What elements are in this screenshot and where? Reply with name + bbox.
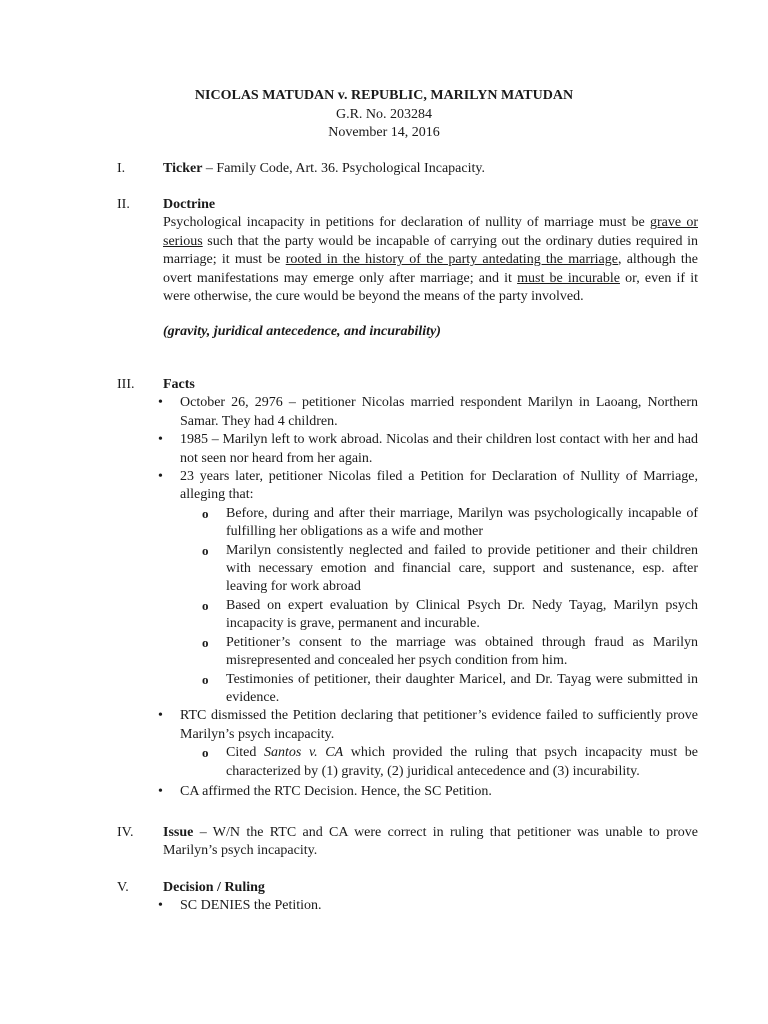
case-header	[0, 87, 768, 143]
sub-list-item: o Petitioner’s consent to the marriage was obtained through fraud as Marilyn misrepresented and concealed her psych condition from him.	[202, 634, 698, 669]
list-item: • 23 years later, petitioner Nicolas filed a Petition for Declaration of Nullity of Marriage, alleging that: o Before, during and after their marriage, Marilyn was psychologically incapable of fulfilling her obligations as a wife and mother o Marilyn consistently neglected and failed to provide petitioner and their children with necessary emotion and financial care, support and sustenance, esp. after leaving for work abroad o Based on expert evaluation by Clinical Psych Dr. Nedy Tayag, Marilyn psych incapacity is grave, permanent and incurable. o Petitioner’s consent to the marriage was obtained through fraud as Marilyn misrepresented and concealed her psych condition from him. o Testimonies of petitioner, their daughter Maricel, and Dr. Tayag were submitted in evidence.	[163, 468, 698, 707]
list-item: • SC DENIES the Petition.	[163, 897, 698, 915]
bullet-icon: •	[158, 395, 163, 411]
sub-bullet-icon: o	[202, 634, 209, 650]
decision-date: November 14, 2016	[328, 125, 440, 141]
list-item: • RTC dismissed the Petition declaring that petitioner’s evidence failed to sufficiently prove Marilyn’s psych incapacity. o Cited Santos v. CA which provided the ruling that psych incapacity must be characterized by (1) gravity, (2) juridical antecedence and (3) incurability.	[163, 707, 698, 781]
section-number: I.	[117, 161, 126, 176]
decision-heading: Decision / Ruling	[163, 880, 265, 895]
sub-list-item: o Marilyn consistently neglected and failed to provide petitioner and their children with necessary emotion and financial care, support and sustenance, esp. after leaving for work abroad	[202, 542, 698, 595]
list-item: • October 26, 2976 – petitioner Nicolas married respondent Marilyn in Laoang, Northern Samar. They had 4 children.	[158, 395, 698, 429]
bullet-icon: •	[158, 469, 163, 485]
bullet-icon: •	[158, 432, 163, 448]
sub-list	[180, 744, 698, 781]
decision-list	[158, 897, 698, 915]
bullet-icon: •	[158, 783, 163, 799]
sub-list-item: o Based on expert evaluation by Clinical Psych Dr. Nedy Tayag, Marilyn psych incapacity is grave, permanent and incurable.	[202, 597, 698, 632]
issue-label: Issue	[163, 825, 194, 840]
sub-list-item: o Testimonies of petitioner, their daughter Maricel, and Dr. Tayag were submitted in evidence.	[202, 671, 698, 705]
bullet-icon: •	[158, 898, 163, 914]
sub-list	[180, 505, 698, 707]
list-item: • CA affirmed the RTC Decision. Hence, the SC Petition.	[163, 783, 698, 801]
sub-bullet-icon: o	[202, 671, 209, 687]
sub-bullet-icon: o	[202, 505, 209, 521]
section-number: II.	[117, 197, 130, 212]
facts-list	[158, 394, 698, 801]
underlined-phrase: grave or serious	[163, 215, 698, 249]
underlined-phrase: rooted in the history of the party antedating the marriage	[285, 252, 618, 268]
case-citation: Santos v. CA	[263, 745, 344, 761]
case-title: NICOLAS MATUDAN v. REPUBLIC, MARILYN MATUDAN	[194, 88, 574, 103]
gr-number: G.R. No. 203284	[335, 106, 433, 122]
section-number: III.	[117, 377, 135, 392]
section-number: V.	[117, 880, 129, 895]
ticker-text: Ticker – Family Code, Art. 36. Psychological Incapacity.	[163, 161, 485, 176]
sub-bullet-icon: o	[202, 745, 209, 761]
doctrine-paragraph: Psychological incapacity in petitions for declaration of nullity of marriage must be grave or serious such that the party would be incapable of carrying out the ordinary duties required in marriage; it must be rooted in the history of the party antedating the marriage, although the overt manifestations may emerge only after marriage; and it must be incurable or, even if it were otherwise, the cure would be beyond the means of the party involved.	[163, 215, 699, 305]
doctrine-heading: Doctrine	[163, 197, 216, 212]
ticker-label: Ticker	[163, 161, 203, 176]
facts-heading: Facts	[163, 377, 195, 392]
list-item: • 1985 – Marilyn left to work abroad. Nicolas and their children lost contact with her and had not seen nor heard from her again.	[158, 432, 698, 466]
underlined-phrase: must be incurable	[517, 270, 620, 286]
sub-list-item: o Before, during and after their marriage, Marilyn was psychologically incapable of fulfilling her obligations as a wife and mother	[202, 505, 698, 540]
bullet-icon: •	[158, 708, 163, 724]
issue-text: Issue – W/N the RTC and CA were correct in ruling that petitioner was unable to prove Marilyn’s psych incapacity.	[163, 825, 698, 859]
sub-bullet-icon: o	[202, 597, 209, 613]
sub-bullet-icon: o	[202, 542, 209, 558]
section-number: IV.	[117, 825, 134, 840]
sub-list-item: o Cited Santos v. CA which provided the ruling that psych incapacity must be characterized by (1) gravity, (2) juridical antecedence and (3) incurability.	[202, 745, 698, 779]
doctrine-summary: (gravity, juridical antecedence, and incurability)	[163, 324, 441, 340]
